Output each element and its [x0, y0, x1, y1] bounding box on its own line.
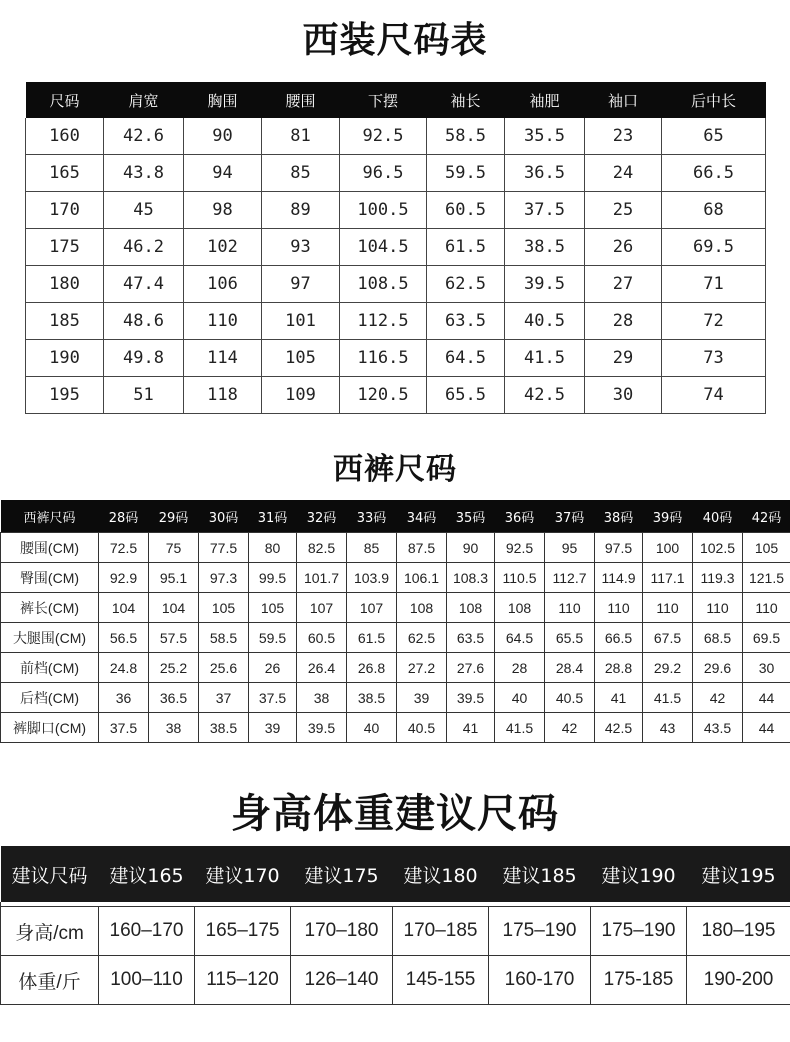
table-cell: 80 [249, 533, 297, 563]
table-cell: 69.5 [662, 229, 766, 266]
table-cell: 85 [262, 155, 340, 192]
column-header: 28码 [99, 500, 149, 533]
recommend-size-table [0, 846, 790, 1005]
table-cell: 75 [149, 533, 199, 563]
column-header: 建议195 [687, 846, 790, 902]
table-cell: 43.5 [693, 713, 743, 743]
table-cell: 40 [347, 713, 397, 743]
table-cell: 27 [585, 266, 662, 303]
column-header: 建议170 [195, 846, 291, 902]
table-cell: 37 [199, 683, 249, 713]
column-header: 37码 [545, 500, 595, 533]
table-row [1, 563, 790, 593]
table-cell: 26.8 [347, 653, 397, 683]
column-header: 腰围 [262, 82, 340, 118]
table-cell: 41.5 [495, 713, 545, 743]
table-cell: 115–120 [195, 956, 291, 1005]
table-cell: 180–195 [687, 907, 790, 956]
table-cell: 106.1 [397, 563, 447, 593]
pants-size-table [0, 500, 790, 743]
table-cell: 39 [249, 713, 297, 743]
table-cell: 105 [199, 593, 249, 623]
column-header: 建议185 [489, 846, 591, 902]
table-cell: 101 [262, 303, 340, 340]
table-cell: 29 [585, 340, 662, 377]
table-cell: 100 [643, 533, 693, 563]
column-header: 建议190 [591, 846, 687, 902]
table-row [1, 533, 790, 563]
table-cell: 69.5 [743, 623, 790, 653]
table-cell: 114.9 [595, 563, 643, 593]
table-cell: 39 [397, 683, 447, 713]
table-cell: 29.6 [693, 653, 743, 683]
table-cell: 60.5 [297, 623, 347, 653]
table-cell: 160-170 [489, 956, 591, 1005]
table-cell: 48.6 [104, 303, 184, 340]
table-cell: 81 [262, 118, 340, 155]
table-cell: 38.5 [199, 713, 249, 743]
table-cell: 62.5 [397, 623, 447, 653]
table-cell: 95.1 [149, 563, 199, 593]
column-header: 肩宽 [104, 82, 184, 118]
table-cell: 41 [447, 713, 495, 743]
table-cell: 165–175 [195, 907, 291, 956]
table-cell: 39.5 [505, 266, 585, 303]
table-cell: 90 [447, 533, 495, 563]
row-label-cell: 165 [26, 155, 104, 192]
table-cell: 60.5 [427, 192, 505, 229]
table-cell: 97 [262, 266, 340, 303]
table-cell: 59.5 [427, 155, 505, 192]
table-cell: 116.5 [340, 340, 427, 377]
table-cell: 38.5 [505, 229, 585, 266]
table-row [1, 623, 790, 653]
suit-size-title: 西装尺码表 [302, 20, 488, 61]
table-cell: 40 [495, 683, 545, 713]
table-cell: 97.3 [199, 563, 249, 593]
table-cell: 112.5 [340, 303, 427, 340]
table-cell: 101.7 [297, 563, 347, 593]
table-cell: 45 [104, 192, 184, 229]
table-cell: 110 [743, 593, 790, 623]
table-cell: 58.5 [199, 623, 249, 653]
table-cell: 25.6 [199, 653, 249, 683]
table-cell: 27.6 [447, 653, 495, 683]
table-cell: 38 [149, 713, 199, 743]
table-cell: 100.5 [340, 192, 427, 229]
column-header: 38码 [595, 500, 643, 533]
row-label-cell: 190 [26, 340, 104, 377]
table-cell: 89 [262, 192, 340, 229]
table-cell: 37.5 [99, 713, 149, 743]
table-cell: 43 [643, 713, 693, 743]
suit-body [26, 118, 766, 414]
table-cell: 39.5 [297, 713, 347, 743]
table-cell: 104 [99, 593, 149, 623]
recommend-header-row [1, 846, 790, 902]
column-header: 袖口 [585, 82, 662, 118]
table-cell: 93 [262, 229, 340, 266]
table-cell: 107 [347, 593, 397, 623]
column-header: 40码 [693, 500, 743, 533]
table-cell: 97.5 [595, 533, 643, 563]
table-cell: 51 [104, 377, 184, 414]
row-label-cell: 体重/斤 [1, 956, 99, 1005]
table-cell: 92.5 [495, 533, 545, 563]
table-cell: 94 [184, 155, 262, 192]
table-cell: 108.3 [447, 563, 495, 593]
row-label-cell: 身高/cm [1, 907, 99, 956]
table-cell: 107 [297, 593, 347, 623]
column-header: 袖肥 [505, 82, 585, 118]
table-cell: 40.5 [505, 303, 585, 340]
table-cell: 64.5 [495, 623, 545, 653]
table-cell: 66.5 [662, 155, 766, 192]
table-row [26, 340, 766, 377]
table-cell: 36 [99, 683, 149, 713]
column-header: 30码 [199, 500, 249, 533]
table-cell: 121.5 [743, 563, 790, 593]
table-cell: 63.5 [447, 623, 495, 653]
table-cell: 109 [262, 377, 340, 414]
pants-header-row [1, 500, 790, 533]
table-cell: 110 [693, 593, 743, 623]
table-cell: 56.5 [99, 623, 149, 653]
table-cell: 61.5 [347, 623, 397, 653]
recommend-size-title: 身高体重建议尺码 [231, 791, 559, 837]
table-cell: 102.5 [693, 533, 743, 563]
column-header: 29码 [149, 500, 199, 533]
column-header: 42码 [743, 500, 790, 533]
table-row [1, 956, 790, 1005]
table-cell: 26 [249, 653, 297, 683]
table-cell: 57.5 [149, 623, 199, 653]
table-cell: 38.5 [347, 683, 397, 713]
table-cell: 30 [743, 653, 790, 683]
table-cell: 27.2 [397, 653, 447, 683]
table-cell: 190-200 [687, 956, 790, 1005]
table-cell: 71 [662, 266, 766, 303]
table-cell: 62.5 [427, 266, 505, 303]
table-cell: 44 [743, 683, 790, 713]
row-label-cell: 160 [26, 118, 104, 155]
column-header: 36码 [495, 500, 545, 533]
table-cell: 105 [743, 533, 790, 563]
table-cell: 41.5 [643, 683, 693, 713]
table-cell: 92.9 [99, 563, 149, 593]
column-header: 袖长 [427, 82, 505, 118]
row-label-cell: 腰围(CM) [1, 533, 99, 563]
row-label-cell: 175 [26, 229, 104, 266]
table-cell: 47.4 [104, 266, 184, 303]
table-cell: 58.5 [427, 118, 505, 155]
table-cell: 160–170 [99, 907, 195, 956]
column-header: 尺码 [26, 82, 104, 118]
table-cell: 90 [184, 118, 262, 155]
table-cell: 38 [297, 683, 347, 713]
column-header: 39码 [643, 500, 693, 533]
table-cell: 67.5 [643, 623, 693, 653]
table-cell: 110 [184, 303, 262, 340]
table-cell: 120.5 [340, 377, 427, 414]
column-header: 建议175 [291, 846, 393, 902]
table-cell: 103.9 [347, 563, 397, 593]
table-cell: 35.5 [505, 118, 585, 155]
table-cell: 117.1 [643, 563, 693, 593]
row-label-cell: 185 [26, 303, 104, 340]
table-cell: 108 [397, 593, 447, 623]
table-cell: 28 [495, 653, 545, 683]
column-header: 35码 [447, 500, 495, 533]
table-cell: 102 [184, 229, 262, 266]
table-row [26, 266, 766, 303]
table-cell: 175-185 [591, 956, 687, 1005]
column-header: 31码 [249, 500, 297, 533]
suit-header-row [26, 82, 766, 118]
table-row [1, 593, 790, 623]
row-label-cell: 裤长(CM) [1, 593, 99, 623]
table-cell: 42.5 [505, 377, 585, 414]
table-cell: 126–140 [291, 956, 393, 1005]
table-cell: 74 [662, 377, 766, 414]
table-cell: 41.5 [505, 340, 585, 377]
table-cell: 26 [585, 229, 662, 266]
table-cell: 36.5 [149, 683, 199, 713]
table-cell: 175–190 [489, 907, 591, 956]
table-cell: 82.5 [297, 533, 347, 563]
table-row [1, 683, 790, 713]
table-cell: 65.5 [545, 623, 595, 653]
table-cell: 104 [149, 593, 199, 623]
table-cell: 25.2 [149, 653, 199, 683]
table-cell: 110 [595, 593, 643, 623]
table-cell: 28 [585, 303, 662, 340]
table-cell: 85 [347, 533, 397, 563]
table-cell: 65.5 [427, 377, 505, 414]
table-cell: 77.5 [199, 533, 249, 563]
table-cell: 68 [662, 192, 766, 229]
table-cell: 61.5 [427, 229, 505, 266]
table-cell: 72.5 [99, 533, 149, 563]
table-cell: 119.3 [693, 563, 743, 593]
table-cell: 68.5 [693, 623, 743, 653]
table-cell: 110.5 [495, 563, 545, 593]
table-cell: 30 [585, 377, 662, 414]
table-row [26, 303, 766, 340]
table-cell: 99.5 [249, 563, 297, 593]
table-cell: 110 [545, 593, 595, 623]
row-label-cell: 臀围(CM) [1, 563, 99, 593]
table-cell: 175–190 [591, 907, 687, 956]
table-cell: 108 [447, 593, 495, 623]
table-cell: 108.5 [340, 266, 427, 303]
table-cell: 170–180 [291, 907, 393, 956]
table-cell: 72 [662, 303, 766, 340]
row-label-cell: 195 [26, 377, 104, 414]
column-header: 建议165 [99, 846, 195, 902]
table-cell: 23 [585, 118, 662, 155]
table-cell: 26.4 [297, 653, 347, 683]
table-cell: 108 [495, 593, 545, 623]
table-row [1, 907, 790, 956]
table-cell: 104.5 [340, 229, 427, 266]
column-header: 西裤尺码 [1, 500, 99, 533]
table-cell: 114 [184, 340, 262, 377]
table-cell: 37.5 [505, 192, 585, 229]
table-cell: 63.5 [427, 303, 505, 340]
row-label-cell: 后档(CM) [1, 683, 99, 713]
table-cell: 106 [184, 266, 262, 303]
table-cell: 96.5 [340, 155, 427, 192]
table-cell: 43.8 [104, 155, 184, 192]
table-cell: 36.5 [505, 155, 585, 192]
table-cell: 25 [585, 192, 662, 229]
table-cell: 41 [595, 683, 643, 713]
column-header: 33码 [347, 500, 397, 533]
table-row [26, 377, 766, 414]
row-label-cell: 170 [26, 192, 104, 229]
table-cell: 42 [545, 713, 595, 743]
table-cell: 42.5 [595, 713, 643, 743]
table-row [1, 713, 790, 743]
table-cell: 49.8 [104, 340, 184, 377]
suit-size-table [25, 82, 766, 414]
table-cell: 110 [643, 593, 693, 623]
column-header: 32码 [297, 500, 347, 533]
column-header: 后中长 [662, 82, 766, 118]
table-cell: 44 [743, 713, 790, 743]
table-cell: 112.7 [545, 563, 595, 593]
table-cell: 40.5 [397, 713, 447, 743]
pants-body [1, 533, 790, 743]
table-cell: 92.5 [340, 118, 427, 155]
table-cell: 24 [585, 155, 662, 192]
table-cell: 39.5 [447, 683, 495, 713]
row-label-cell: 180 [26, 266, 104, 303]
table-cell: 42 [693, 683, 743, 713]
table-cell: 46.2 [104, 229, 184, 266]
table-row [1, 653, 790, 683]
table-cell: 42.6 [104, 118, 184, 155]
table-cell: 28.4 [545, 653, 595, 683]
column-header: 建议尺码 [1, 846, 99, 902]
table-cell: 37.5 [249, 683, 297, 713]
table-cell: 24.8 [99, 653, 149, 683]
table-cell: 66.5 [595, 623, 643, 653]
recommend-body [1, 902, 790, 1005]
column-header: 下摆 [340, 82, 427, 118]
table-cell: 145-155 [393, 956, 489, 1005]
table-cell: 28.8 [595, 653, 643, 683]
row-label-cell: 裤脚口(CM) [1, 713, 99, 743]
table-cell: 170–185 [393, 907, 489, 956]
column-header: 胸围 [184, 82, 262, 118]
table-cell: 73 [662, 340, 766, 377]
table-cell: 100–110 [99, 956, 195, 1005]
table-cell: 118 [184, 377, 262, 414]
table-row [26, 229, 766, 266]
row-label-cell: 前档(CM) [1, 653, 99, 683]
table-row [26, 192, 766, 229]
table-cell: 95 [545, 533, 595, 563]
column-header: 建议180 [393, 846, 489, 902]
table-cell: 64.5 [427, 340, 505, 377]
table-cell: 105 [249, 593, 297, 623]
row-label-cell: 大腿围(CM) [1, 623, 99, 653]
table-cell: 40.5 [545, 683, 595, 713]
table-cell: 87.5 [397, 533, 447, 563]
table-row [26, 155, 766, 192]
column-header: 34码 [397, 500, 447, 533]
table-row [26, 118, 766, 155]
table-cell: 65 [662, 118, 766, 155]
table-cell: 29.2 [643, 653, 693, 683]
pants-size-title: 西裤尺码 [333, 452, 457, 487]
table-cell: 98 [184, 192, 262, 229]
table-cell: 105 [262, 340, 340, 377]
table-cell: 59.5 [249, 623, 297, 653]
